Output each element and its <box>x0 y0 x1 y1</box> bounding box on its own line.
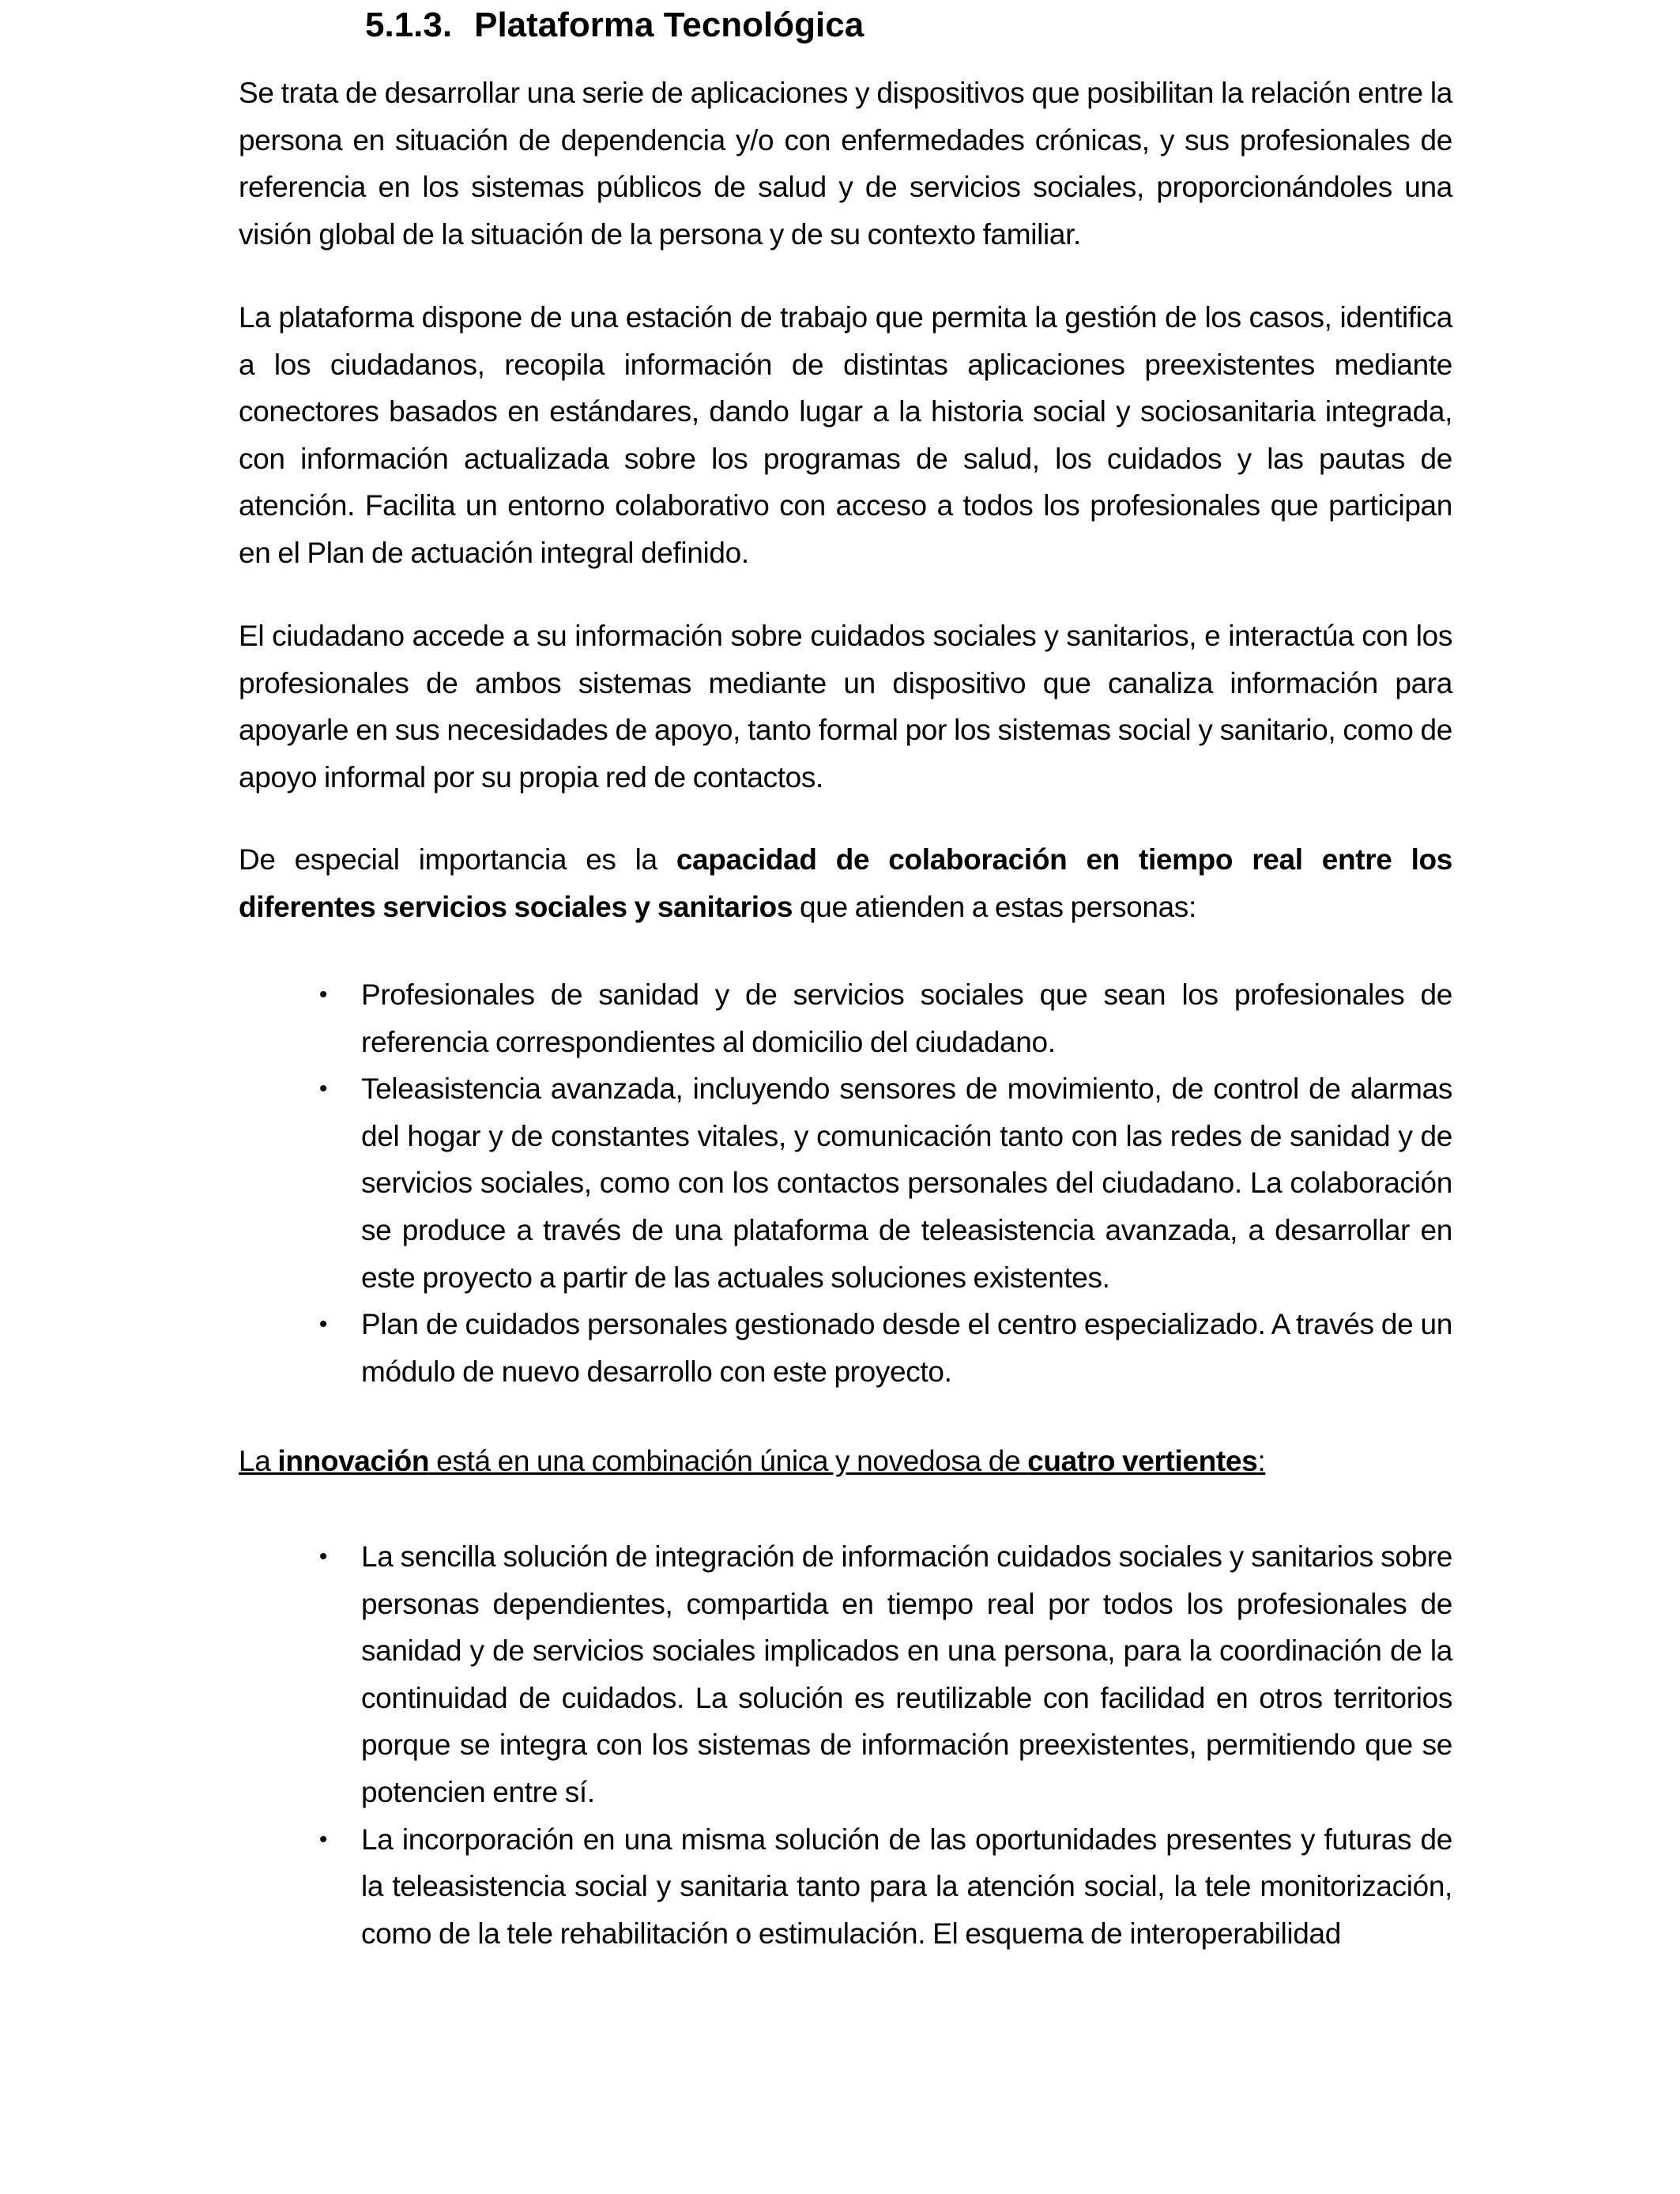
innovation-part3: : <box>1257 1445 1266 1477</box>
paragraph-citizen-access: El ciudadano accede a su información sobre cuidados sociales y sanitarios, e interactúa con los profesionales de ambos sistemas mediante un dispositivo que canaliza información para apoyarle en sus necesidades de apoyo, tanto formal por los sistemas social y sanitario, como de apoyo informal por su propia red de contactos. <box>239 620 1452 794</box>
list-item-text: Plan de cuidados personales gestionado desde el centro especializado. A través de un módulo de nuevo desarrollo con este proyecto. <box>361 1308 1452 1388</box>
section-title: Plataforma Tecnológica <box>474 6 864 44</box>
bullet: • <box>318 1544 328 1570</box>
paragraph-innovation <box>239 1438 1452 1485</box>
section-number: 5.1.3. <box>365 6 453 44</box>
paragraph-intro: Se trata de desarrollar una serie de aplicaciones y dispositivos que posibilitan la relación entre la persona en situación de dependencia y/o con enfermedades crónicas, y sus profesionales de referencia en los sistemas públicos de salud y de servicios sociales, proporcionándoles una visión global de la situación de la persona y de su contexto familiar. <box>239 77 1452 251</box>
list-item <box>239 1816 1452 1958</box>
section-heading <box>365 2 864 49</box>
list-item-text: Profesionales de sanidad y de servicios sociales que sean los profesionales de referencia correspondientes al domicilio del ciudadano. <box>361 978 1452 1058</box>
bullet: • <box>318 1311 328 1338</box>
bullet: • <box>318 1826 328 1853</box>
paragraph-platform: La plataforma dispone de una estación de trabajo que permita la gestión de los casos, identifica a los ciudadanos, recopila información de distintas aplicaciones preexistentes mediante conectores basados en estándares, dando lugar a la historia social y sociosanitaria integrada, con información actualizada sobre los programas de salud, los cuidados y las pautas de atención. Facilita un entorno colaborativo con acceso a todos los profesionales que participan en el Plan de actuación integral definido. <box>239 301 1452 569</box>
list-item-text: Teleasistencia avanzada, incluyendo sensores de movimiento, de control de alarmas del hogar y de constantes vitales, y comunicación tanto con las redes de sanidad y de servicios sociales, como con los contactos personales del ciudadano. La colaboración se produce a través de una plataforma de teleasistencia avanzada, a desarrollar en este proyecto a partir de las actuales soluciones existentes. <box>361 1072 1452 1294</box>
bullet: • <box>318 1076 328 1103</box>
list-item <box>239 1301 1452 1395</box>
innovation-bold2: cuatro vertientes <box>1027 1445 1258 1477</box>
innovation-list <box>239 1533 1452 1957</box>
bullet: • <box>318 982 328 1008</box>
collaboration-tail: que atienden a estas personas: <box>793 890 1196 923</box>
list-item <box>239 971 1452 1065</box>
collaboration-emphasis: capacidad de colaboración en tiempo real entre los diferentes servicios sociales y sanitarios <box>239 843 1452 923</box>
collaboration-lead: De especial importancia es la <box>239 843 676 876</box>
innovation-bold1: innovación <box>277 1445 430 1477</box>
list-item-text: La incorporación en una misma solución de las oportunidades presentes y futuras de la teleasistencia social y sanitaria tanto para la atención social, la tele monitorización, como de la tele rehabilitación o estimulación. El esquema de interoperabilidad <box>361 1823 1452 1950</box>
paragraph-collaboration <box>239 836 1452 930</box>
list-item <box>239 1533 1452 1816</box>
innovation-part2: está en una combinación única y novedosa de <box>429 1445 1028 1477</box>
list-item <box>239 1065 1452 1301</box>
collaboration-list <box>239 971 1452 1395</box>
list-item-text: La sencilla solución de integración de información cuidados sociales y sanitarios sobre personas dependientes, compartida en tiempo real por todos los profesionales de sanidad y de servicios sociales implicados en una persona, para la coordinación de la continuidad de cuidados. La solución es reutilizable con facilidad en otros territorios porque se integra con los sistemas de información preexistentes, permitiendo que se potencien entre sí. <box>361 1540 1452 1808</box>
innovation-part1: La <box>239 1445 278 1477</box>
